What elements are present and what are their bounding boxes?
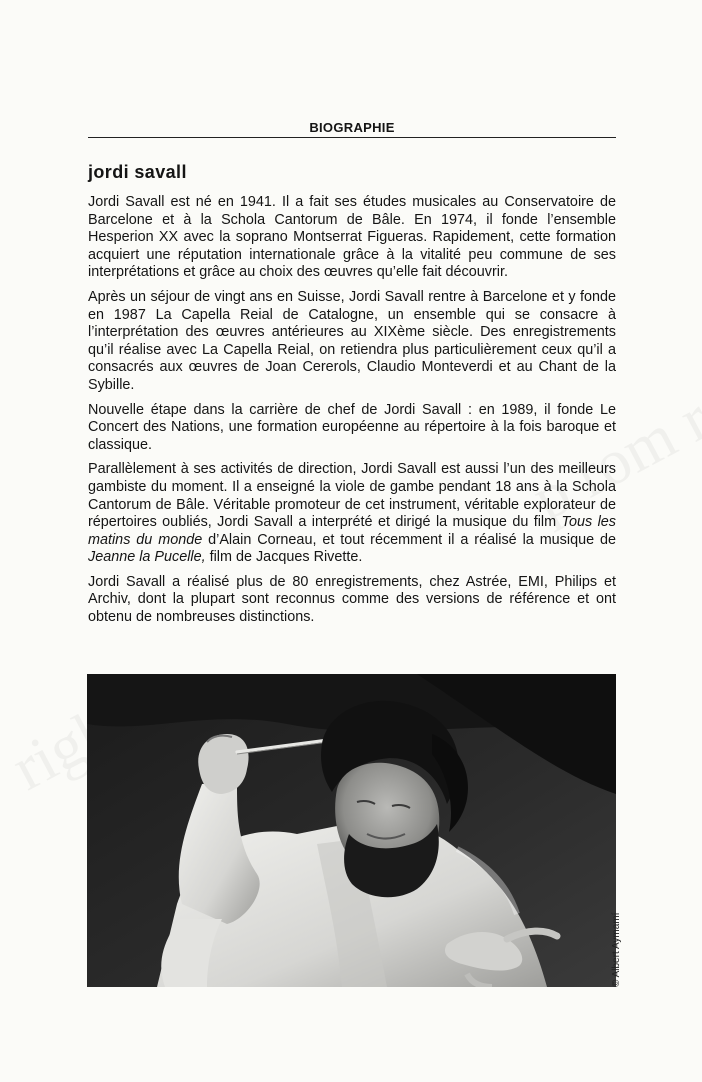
biography-text (88, 194, 616, 634)
paragraph-4-text-b: d’Alain Corneau, et tout récemment il a réalisé la musique de (202, 531, 617, 548)
paragraph-1: Jordi Savall est né en 1941. Il a fait ses études musicales au Conservatoire de Barcelone et à la Schola Cantorum de Bâle. En 1974, il fonde l’ensemble Hesperion XX avec la soprano Montserrat Figueras. Rapidement, cette formation acquiert une réputation internationale grâce à la vitalité peu commune de ses interprétations et grâce au choix des œuvres qu’elle fait découvrir. (88, 194, 616, 281)
paragraph-4-text-c: film de Jacques Rivette. (205, 549, 363, 566)
section-rule (88, 137, 616, 138)
film-title-jeanne-la-pucelle: Jeanne la Pucelle, (88, 549, 206, 566)
paragraph-3: Nouvelle étape dans la carrière de chef de Jordi Savall : en 1989, il fonde Le Concert des Nations, une formation européenne au répertoire à la fois baroque et classique. (88, 401, 616, 453)
section-title: BIOGRAPHIE (309, 120, 395, 135)
conductor-photo (87, 674, 616, 987)
film-title-tous-les-matins: Tous les matins du monde (88, 514, 616, 548)
paragraph-2: Après un séjour de vingt ans en Suisse, Jordi Savall rentre à Barcelone et y fonde en 1987 La Capella Reial de Catalogne, un ensemble qui se consacre à l’interprétation des œuvres antérieures au XIXème siècle. Des enregistrements qu’il réalise avec La Capella Reial, on retiendra plus particulièrement ceux qu’il a consacrés aux œuvres de Joan Cererols, Claudio Monteverdi et au Chant de la Sybille. (88, 288, 616, 393)
person-name: jordi savall (88, 162, 187, 182)
paragraph-5: Jordi Savall a réalisé plus de 80 enregistrements, chez Astrée, EMI, Philips et Archiv, dont la plupart sont reconnus comme des versions de référence et ont obtenu de nombreuses distinctions. (88, 573, 616, 626)
paragraph-4 (88, 461, 616, 567)
photo-credit: © Albert Aymamí (611, 912, 622, 987)
paragraph-4-text-a: Parallèlement à ses activités de direction, Jordi Savall est aussi l’un des meilleurs gambiste du moment. Il a enseigné la viole de gambe pendant 18 ans à la Schola Cantorum de Bâle. Véritable promoteur de cet instrument, véritable explorateur de répertoires oubliés, Jordi Savall a interprété et dirigé la musique du film (88, 461, 616, 531)
